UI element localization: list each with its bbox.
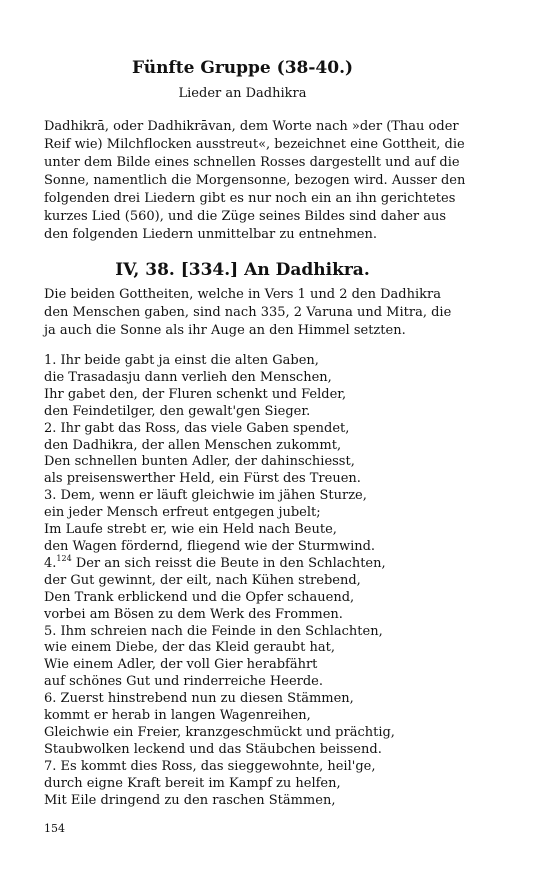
verse-line: 7. Es kommt dies Ross, das sieggewohnte, heil'ge,	[44, 758, 376, 774]
hymn-intro-line: Die beiden Gottheiten, welche in Vers 1 und 2 den Dadhikra	[44, 287, 441, 302]
verse-line: Im Laufe strebt er, wie ein Held nach Beute,	[44, 522, 337, 538]
verse-line: die Trasadasju dann verlieh den Menschen,	[44, 369, 332, 385]
page-number: 154	[44, 822, 65, 835]
verse-line: den Wagen fördernd, fliegend wie der Sturmwind.	[44, 538, 376, 554]
hymn-heading: IV, 38. [334.] An Dadhikra.	[115, 260, 370, 280]
verse-line: wie einem Diebe, der das Kleid geraubt hat,	[44, 640, 335, 656]
verse-line: Ihr gabet den, der Fluren schenkt und Felder,	[44, 386, 347, 402]
verse-line: den Feindetilger, den gewalt'gen Sieger.	[44, 403, 311, 419]
verse-line: kommt er herab in langen Wagenreihen,	[44, 708, 311, 724]
verse-line-text: Der an sich reisst die Beute in den Schlachten,	[71, 555, 386, 571]
verse-line: Gleichwie ein Freier, kranzgeschmückt und prächtig,	[44, 724, 395, 740]
intro-line: unter dem Bilde eines schnellen Rosses dargestellt und auf die	[44, 155, 460, 170]
verse-line: Staubwolken leckend und das Stäubchen beissend.	[44, 741, 382, 757]
intro-line: den folgenden Liedern unmittelbar zu entnehmen.	[44, 227, 377, 242]
verse-line: Wie einem Adler, der voll Gier herabfährt	[44, 657, 318, 673]
intro-line: kurzes Lied (560), und die Züge seines Bildes sind daher aus	[44, 209, 447, 224]
group-subtitle: Lieder an Dadhikra	[178, 86, 307, 101]
verse-line: 5. Ihm schreien nach die Feinde in den Schlachten,	[44, 623, 383, 639]
intro-line: Sonne, namentlich die Morgensonne, bezogen wird. Ausser den	[44, 173, 466, 188]
verse-line: 1. Ihr beide gabt ja einst die alten Gaben,	[44, 353, 319, 368]
verse-number: 4.	[44, 555, 57, 571]
verse-line: auf schönes Gut und rinderreiche Heerde.	[44, 674, 324, 690]
verse-line: Mit Eile dringend zu den raschen Stämmen,	[44, 792, 336, 808]
intro-line: Reif wie) Milchflocken ausstreut«, bezeichnet eine Gottheit, die	[44, 137, 465, 152]
intro-line: Dadhikrā, oder Dadhikrāvan, dem Worte nach »der (Thau oder	[44, 119, 459, 134]
verse-line: 6. Zuerst hinstrebend nun zu diesen Stämmen,	[44, 691, 354, 707]
verse-line: der Gut gewinnt, der eilt, nach Kühen strebend,	[44, 572, 361, 588]
verse-line: ein jeder Mensch erfreut entgegen jubelt;	[44, 505, 321, 521]
footnote-marker[interactable]: 124	[56, 553, 72, 563]
verse-line: Den Trank erblickend und die Opfer schauend,	[44, 589, 355, 605]
verse-line: vorbei am Bösen zu dem Werk des Frommen.	[44, 606, 343, 622]
verse-line: den Dadhikra, der allen Menschen zukommt,	[44, 437, 342, 453]
intro-paragraph	[44, 118, 466, 244]
intro-line: folgenden drei Liedern gibt es nur noch ein an ihn gerichtetes	[44, 191, 456, 206]
hymn-intro-line: ja auch die Sonne als ihr Auge an den Himmel setzten.	[44, 323, 406, 338]
group-heading: Fünfte Gruppe (38-40.)	[131, 58, 354, 78]
hymn-intro-paragraph	[44, 286, 452, 340]
verse-line: als preisenswerther Held, ein Fürst des Treuen.	[44, 471, 361, 487]
verse-line-4-first	[44, 553, 395, 573]
verse-line: 3. Dem, wenn er läuft gleichwie im jähen Sturze,	[44, 488, 367, 504]
verse-block	[44, 353, 395, 809]
verse-line: durch eigne Kraft bereit im Kampf zu helfen,	[44, 775, 341, 791]
hymn-intro-line: den Menschen gaben, sind nach 335, 2 Varuna und Mitra, die	[44, 305, 452, 320]
verse-line: Den schnellen bunten Adler, der dahinschiesst,	[44, 454, 355, 470]
verse-line: 2. Ihr gabt das Ross, das viele Gaben spendet,	[44, 420, 350, 436]
